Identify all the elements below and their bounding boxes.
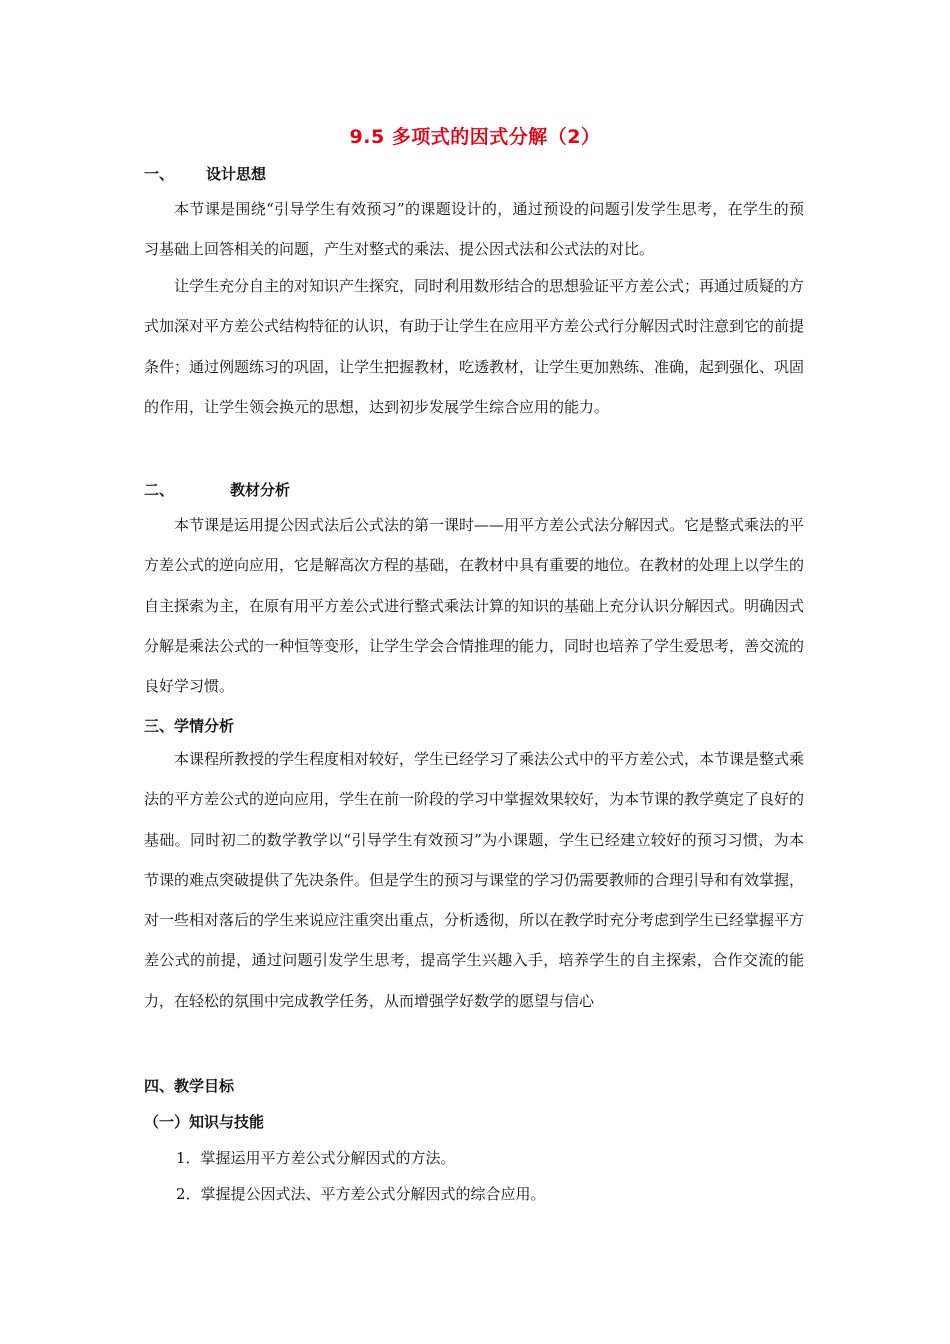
subsection-heading-knowledge: （一）知识与技能: [144, 1113, 265, 1131]
list-item: 1．掌握运用平方差公式分解因式的方法。: [176, 1149, 456, 1167]
section-heading-goals: 四、教学目标: [144, 1077, 235, 1095]
section-heading-design: [144, 163, 266, 184]
paragraph-textbook: 本节课是运用提公因式法后公式法的第一课时——用平方差公式法分解因式。它是整式乘法的平方差公式的逆向应用，它是解高次方程的基础，在教材中具有重要的地位。在教材的处理上以学生的自主探索为主，在原有用平方差公式进行整式乘法计算的知识的基础上充分认识分解因式。明确因式分解是乘法公式的一种恒等变形，让学生学会合情推理的能力，同时也培养了学生爱思考，善交流的良好学习惯。: [144, 516, 805, 696]
section-number: 一、: [144, 165, 175, 183]
section-title: 设计思想: [206, 165, 267, 183]
section-heading-textbook: [144, 479, 290, 500]
section-title: 教材分析: [230, 481, 291, 499]
paragraph-design-2: 让学生充分自主的对知识产生探究，同时利用数形结合的思想验证平方差公式；再通过质疑的方式加深对平方差公式结构特征的认识，有助于让学生在应用平方差公式行分解因式时注意到它的前提条件；通过例题练习的巩固，让学生把握教材，吃透教材，让学生更加熟练、准确，起到强化、巩固的作用，让学生领会换元的思想，达到初步发展学生综合应用的能力。: [144, 277, 805, 416]
section-heading-students: 三、学情分析: [144, 717, 235, 735]
document-title: 9.5 多项式的因式分解（2）: [349, 126, 601, 148]
paragraph-students: 本课程所教授的学生程度相对较好，学生已经学习了乘法公式中的平方差公式，本节课是整式乘法的平方差公式的逆向应用，学生在前一阶段的学习中掌握效果较好，为本节课的教学奠定了良好的基础。同时初二的数学教学以“引导学生有效预习”为小课题，学生已经建立较好的预习习惯，为本节课的难点突破提供了先决条件。但是学生的预习与课堂的学习仍需要教师的合理引导和有效掌握，对一些相对落后的学生来说应注重突出重点，分析透彻，所以在教学时充分考虑到学生已经掌握平方差公式的前提，通过问题引发学生思考，提高学生兴趣入手，培养学生的自主探索，合作交流的能力，在轻松的氛围中完成教学任务，从而增强学好数学的愿望与信心: [144, 750, 805, 1010]
list-item: 2．掌握提公因式法、平方差公式分解因式的综合应用。: [176, 1185, 546, 1203]
paragraph-design-1: 本节课是围绕“引导学生有效预习”的课题设计的，通过预设的问题引发学生思考，在学生的预习基础上回答相关的问题，产生对整式的乘法、提公因式法和公式法的对比。: [144, 200, 804, 259]
section-number: 二、: [144, 481, 175, 499]
